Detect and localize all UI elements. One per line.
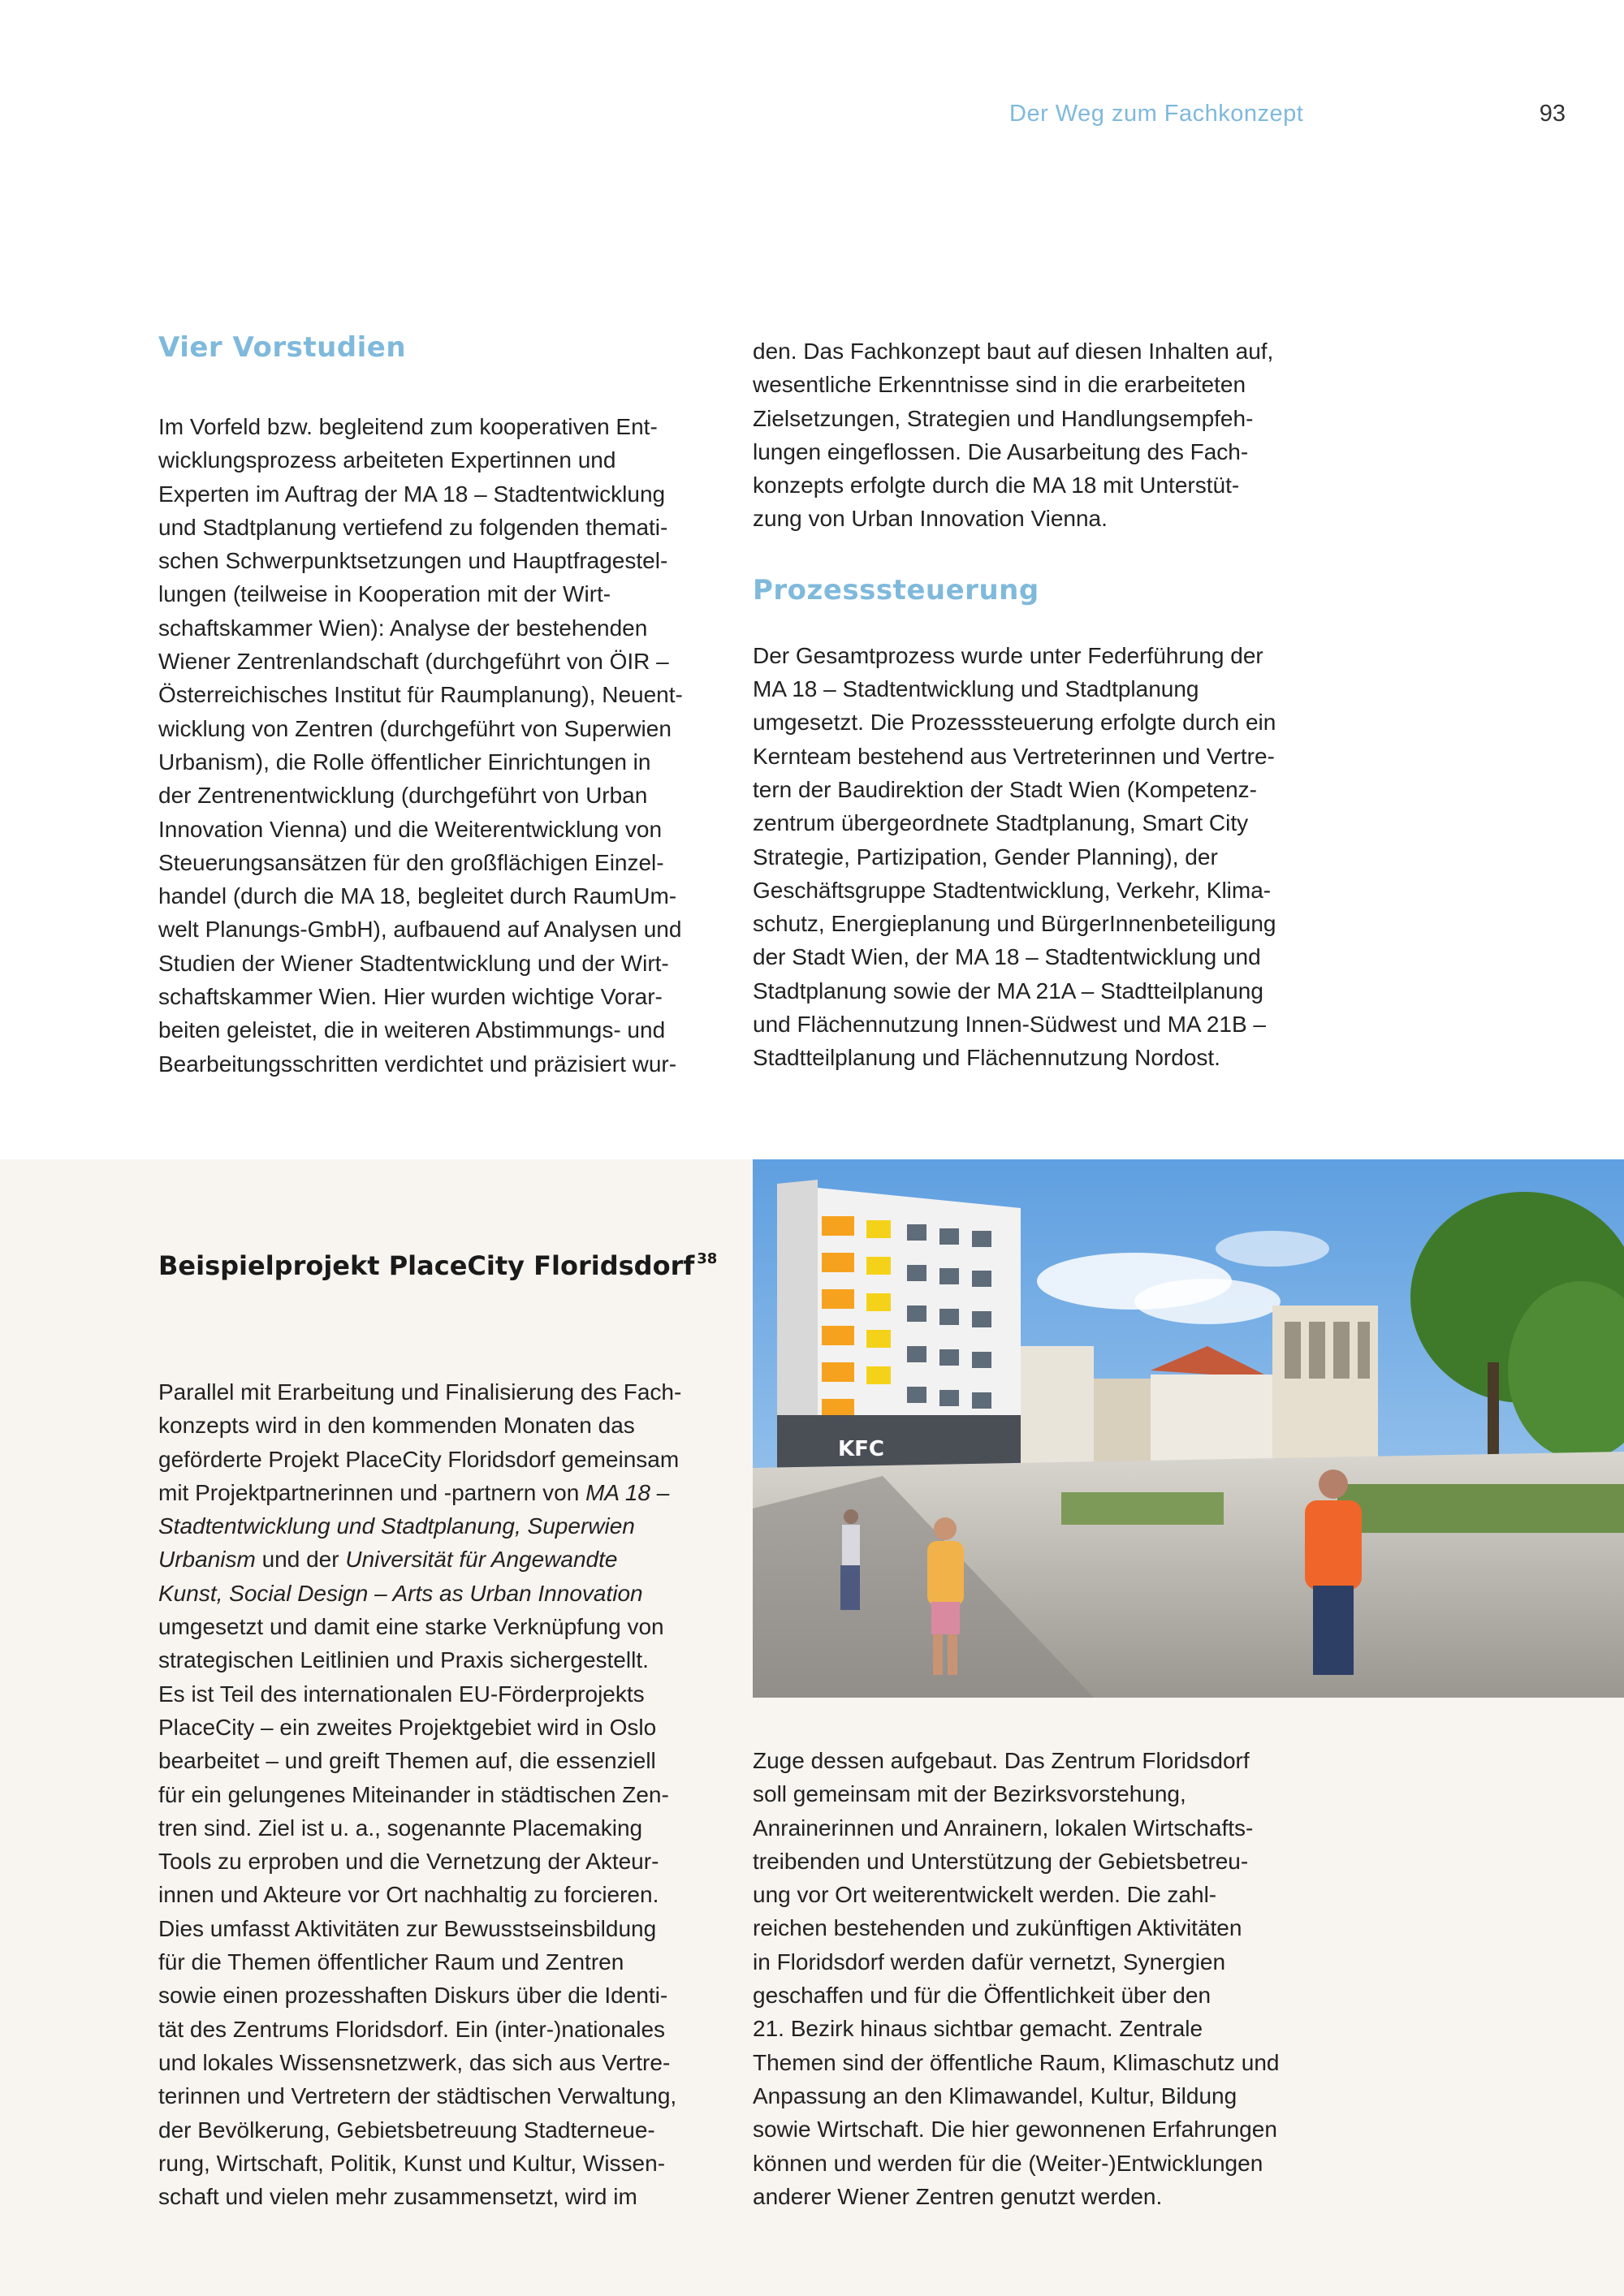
kfc-sign: KFC — [838, 1437, 884, 1461]
vorstudien-heading: Vier Vorstudien — [158, 331, 407, 364]
vorstudien-text: Im Vorfeld bzw. begleitend zum kooperativen Ent- wicklungsprozess arbeiteten Expertinnen und Experten im Auftrag der MA 18 – Stadtentwicklung und Stadtplanung vertiefend zu folgenden themati- schen Schwerpunktsetzungen und Hauptfragestel- lungen (teilweise in Kooperation mit der Wirt- schaftskammer Wien): Analyse der bestehenden Wiener Zentrenlandschaft (durchgeführt von ÖIR – Österreichisches Institut für Raumplanung), Neuent- wicklung von Zentren (durchgeführt von Superwien Urbanism), die Rolle öffentlicher Einrichtungen in der Zentrenentwicklung (durchgeführt von Urban Innovation Vienna) und die Weiterentwicklung von Steuerungsansätzen für den großflächigen Einzel- handel (durch die MA 18, begleitet durch RaumUm- welt Planungs-GmbH), aufbauend auf Analysen und Studien der Wiener Stadtentwicklung und der Wirt- schaftskammer Wien. Hier wurden wichtige Vorar- beiten geleistet, die in weiteren Abstimmungs- und Bearbeitungsschritten verdichtet und präzisiert wur- — [158, 414, 683, 1077]
beispielprojekt-text-part2: und der — [255, 1547, 346, 1573]
prozesssteuerung-text: Der Gesamtprozess wurde unter Federführung der MA 18 – Stadtentwicklung und Stadtplanung umgesetzt. Die Prozesssteuerung erfolgte durch ein Kernteam bestehend aus Vertreterinnen und Vertre- tern der Baudirektion der Stadt Wien (Kompetenz- zentrum übergeordnete Stadtplanung, Smart City Strategie, Partizipation, Gender Planning), der Geschäftsgruppe Stadtentwicklung, Verkehr, Klima- schutz, Energieplanung und BürgerInnenbeteiligung der Stadt Wien, der MA 18 – Stadtentwicklung und Stadtplanung sowie der MA 21A – Stadtteilplanung und Flächennutzung Innen-Südwest und MA 21B – Stadtteilplanung und Flächennutzung Nordost. — [753, 642, 1276, 1071]
vorstudien-section — [158, 331, 719, 1081]
beispielprojekt-continuation: Zuge dessen aufgebaut. Das Zentrum Floridsdorf soll gemeinsam mit der Bezirksvorstehung, Anrainerinnen und Anrainern, lokalen Wirtschafts- treibenden und Unterstützung der Gebietsbetreu- ung vor Ort weiterentwickelt werden. Die zahl- reichen bestehenden und zukünftigen Aktivitäten in Floridsdorf werden dafür vernetzt, Synergien geschaffen und für die Öffentlichkeit über den 21. Bezirk hinaus sichtbar gemacht. Zentrale Themen sind der öffentliche Raum, Klimaschutz und Anpassung an den Klimawandel, Kultur, Bildung sowie Wirtschaft. Die hier gewonnenen Erfahrungen können und werden für die (Weiter-)Entwicklungen anderer Wiener Zentren genutzt werden. — [753, 1748, 1280, 2209]
beispielprojekt-text — [158, 1375, 727, 2213]
footnote-marker: 38 — [697, 1250, 718, 1267]
beispielprojekt-text-part3: umgesetzt und damit eine starke Verknüpfung von strategischen Leitlinien und Praxis sichergestellt. Es ist Teil des internationalen EU-Förderprojekts PlaceCity – ein zweites Projektgebiet wird in Oslo bearbeitet – und greift Themen auf, die essenziell für ein gelungenes Miteinander in städtischen Zen- tren sind. Ziel ist u. a., sogenannte Placemaking Tools zu erproben und die Vernetzung der Akteur- innen und Akteure vor Ort nachhaltig zu forcieren. Dies umfasst Aktivitäten zur Bewusstseinsbildung für die Themen öffentlicher Raum und Zentren sowie einen prozesshaften Diskurs über die Identi- tät des Zentrums Floridsdorf. Ein (inter-)nationales und lokales Wissensnetzwerk, das sich aus Vertre- terinnen und Vertretern der städtischen Verwaltung, der Bevölkerung, Gebietsbetreuung Stadterneue- rung, Wirtschaft, Politik, Kunst und Kultur, Wissen- schaft und vielen mehr zusammensetzt, wird im — [158, 1614, 677, 2210]
vorstudien-continuation: den. Das Fachkonzept baut auf diesen Inhalten auf, wesentliche Erkenntnisse sind in die erarbeiteten Zielsetzungen, Strategien und Handlungsempfeh- lungen eingeflossen. Die Ausarbeitung des Fach- konzepts erfolgte durch die MA 18 mit Unterstüt- zung von Urban Innovation Vienna. — [753, 339, 1274, 532]
beispielprojekt-right-column — [753, 1744, 1337, 2213]
beispielprojekt-heading — [158, 1250, 727, 1281]
beispielprojekt-text-part1: Parallel mit Erarbeitung und Finalisierung des Fach- konzepts wird in den kommenden Monaten das geförderte Projekt PlaceCity Floridsdorf gemeinsam mit Projektpartnerinnen und -partnern von — [158, 1379, 682, 1505]
right-column-top — [753, 334, 1337, 1075]
beispielprojekt-left-column — [158, 1375, 727, 2213]
page-number: 93 — [1539, 101, 1566, 127]
beispielprojekt-partner-ma18: MA 18 – Stadtentwicklung und Stadtplanung, Superwien Urbanism — [158, 1479, 670, 1573]
floridsdorf-photo — [753, 1159, 1624, 1698]
running-title: Der Weg zum Fachkonzept — [1009, 101, 1304, 127]
beispielprojekt-heading-text: Beispielprojekt PlaceCity Floridsdorf — [158, 1250, 695, 1281]
prozesssteuerung-heading: Prozesssteuerung — [753, 573, 1039, 606]
beispielprojekt-partner-angewandte: Universität für Angewandte Kunst, Social Design – Arts as Urban Innovation — [158, 1547, 643, 1606]
